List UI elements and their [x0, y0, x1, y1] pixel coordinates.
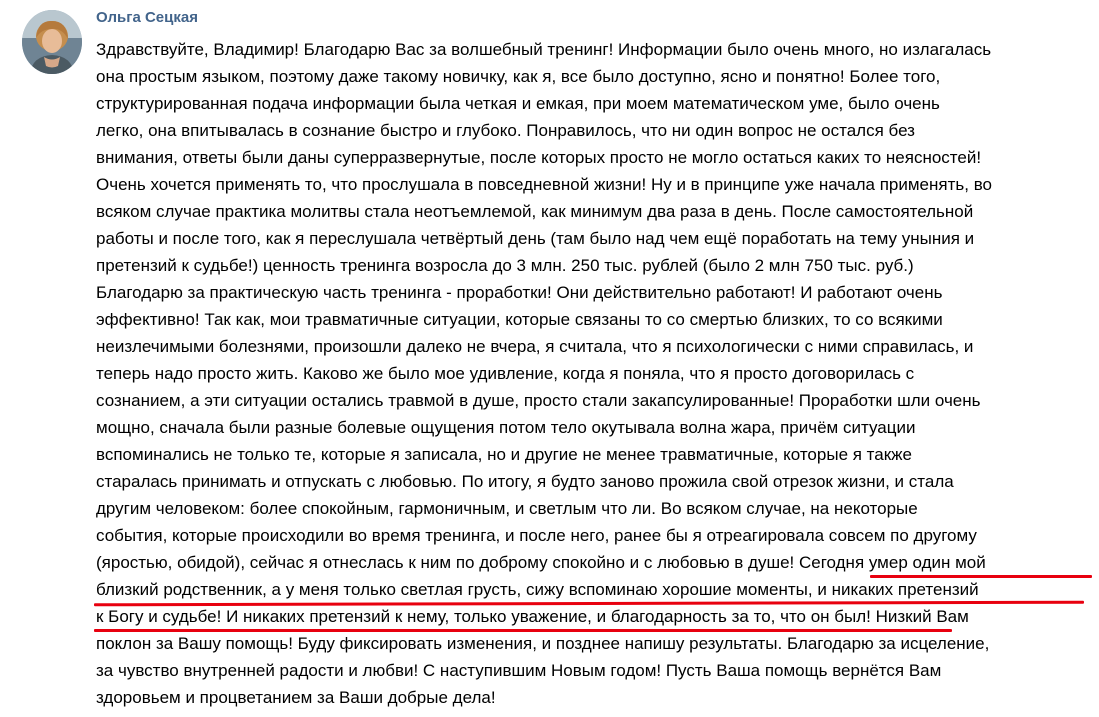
comment-line: Очень хочется применять то, что прослушала в повседневной жизни! Ну и в принципе уже начала применять, во	[96, 175, 992, 194]
comment-line: к Богу и судьбе! И никаких претензий к нему, только уважение, и благодарность за то, что он был! Низкий Вам	[96, 607, 969, 626]
comment-line: старалась принимать и отпускать с любовью. По итогу, я будто заново прожила свой отрезок жизни, и стала	[96, 472, 954, 491]
comment-line: события, которые происходили во время тренинга, и после него, ранее бы я отреагировала совсем по другому	[96, 526, 977, 545]
comment-line: близкий родственник, а у меня только светлая грусть, сижу вспоминаю хорошие моменты, и никаких претензий	[96, 580, 979, 599]
comment-text	[96, 36, 1086, 711]
comment-line: всяком случае практика молитвы стала неотъемлемой, как минимум два раза в день. После самостоятельной	[96, 202, 974, 221]
comment-line: она простым языком, поэтому даже такому новичку, как я, все было доступно, ясно и понятно! Более того,	[96, 67, 941, 86]
comment-line: легко, она впитывалась в сознание быстро и глубоко. Понравилось, что ни один вопрос не остался без	[96, 121, 915, 140]
comment-line: поклон за Вашу помощь! Буду фиксировать изменения, и позднее напишу результаты. Благодарю за исцеление,	[96, 634, 990, 653]
comment-line: внимания, ответы были даны суперразвернутые, после которых просто не могло остаться каких то неясностей!	[96, 148, 982, 167]
comment-line: теперь надо просто жить. Каково же было мое удивление, когда я поняла, что я просто договорилась с	[96, 364, 915, 383]
highlight-underline	[870, 575, 1092, 578]
avatar[interactable]	[22, 10, 82, 74]
comment-line: другим человеком: более спокойным, гармоничным, и светлым что ли. Во всяком случае, на некоторые	[96, 499, 918, 518]
comment-line: мощно, сначала были разные болевые ощущения потом тело окутывала волна жара, причём ситуации	[96, 418, 916, 437]
comment-line: претензий к судьбе!) ценность тренинга возросла до 3 млн. 250 тыс. рублей (было 2 млн 750 тыс. руб.)	[96, 256, 914, 275]
comment-line: Здравствуйте, Владимир! Благодарю Вас за волшебный тренинг! Информации было очень много, но излагалась	[96, 40, 992, 59]
comment-line: работы и после того, как я переслушала четвёртый день (там было над чем ещё поработать на тему уныния и	[96, 229, 975, 248]
comment-line: неизлечимыми болезнями, произошли далеко не вчера, я считала, что я психологически с ними справилась, и	[96, 337, 974, 356]
comment-line: структурированная подача информации была четкая и емкая, при моем математическом уме, было очень	[96, 94, 940, 113]
author-name-link[interactable]: Ольга Сецкая	[96, 9, 198, 26]
comment-line: эффективно! Так как, мои травматичные ситуации, которые связаны то со смертью близких, то со всякими	[96, 310, 943, 329]
comment-line: за чувство внутренней радости и любви! С наступившим Новым годом! Пусть Ваша помощь вернётся Вам	[96, 661, 942, 680]
avatar-photo	[22, 10, 82, 74]
comment-line: вспоминались не только те, которые я записала, но и другие не менее травматичные, которые я также	[96, 445, 912, 464]
comment-line: сознанием, а эти ситуации остались травмой в душе, просто стали закапсулированные! Проработки шли очень	[96, 391, 981, 410]
comment-line: здоровьем и процветанием за Ваши добрые дела!	[96, 688, 496, 707]
comment-line: (яростью, обидой), сейчас я отнеслась к ним по доброму спокойно и с любовью в душе! Сегодня умер один мой	[96, 553, 986, 572]
highlight-underline	[94, 629, 952, 632]
comment-line: Благодарю за практическую часть тренинга - проработки! Они действительно работают! И работают очень	[96, 283, 943, 302]
